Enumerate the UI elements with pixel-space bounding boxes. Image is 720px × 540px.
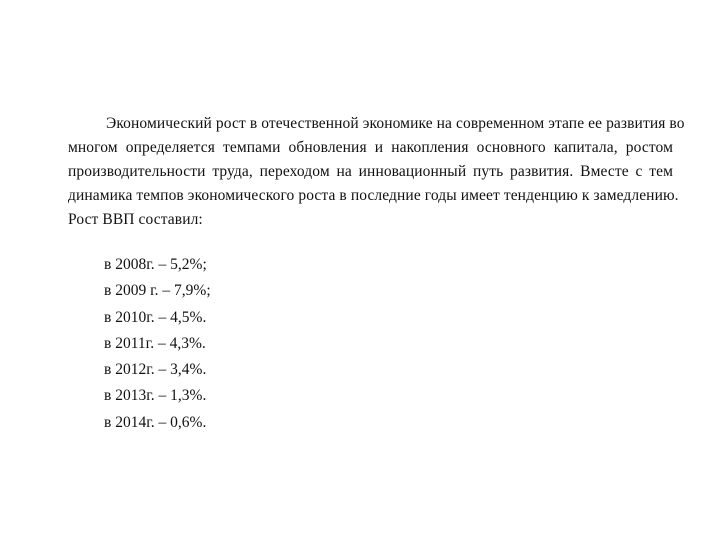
list-item: в 2014г. – 0,6%.	[104, 413, 207, 431]
paragraph-line: Экономический рост в отечественной экономике на современном этапе ее развития во	[106, 115, 685, 132]
list-item: в 2011г. – 4,3%.	[104, 334, 206, 352]
list-item: в 2013г. – 1,3%.	[104, 387, 207, 405]
paragraph-line: динамика темпов экономического роста в последние годы имеет тенденцию к замедлению.	[68, 187, 679, 204]
list-item: в 2012г. – 3,4%.	[104, 361, 207, 379]
intro-paragraph	[68, 112, 685, 232]
paragraph-line: производительности труда, переходом на инновационный путь развития. Вместе с тем	[68, 163, 673, 180]
paragraph-line: многом определяется темпами обновления и накопления основного капитала, ростом	[68, 139, 673, 156]
list-item: в 2008г. – 5,2%;	[104, 256, 207, 273]
gdp-growth-list	[104, 252, 211, 436]
list-item: в 2009 г. – 7,9%;	[104, 282, 211, 300]
paragraph-line: Рост ВВП составил:	[68, 211, 203, 228]
list-item: в 2010г. – 4,5%.	[104, 308, 207, 326]
